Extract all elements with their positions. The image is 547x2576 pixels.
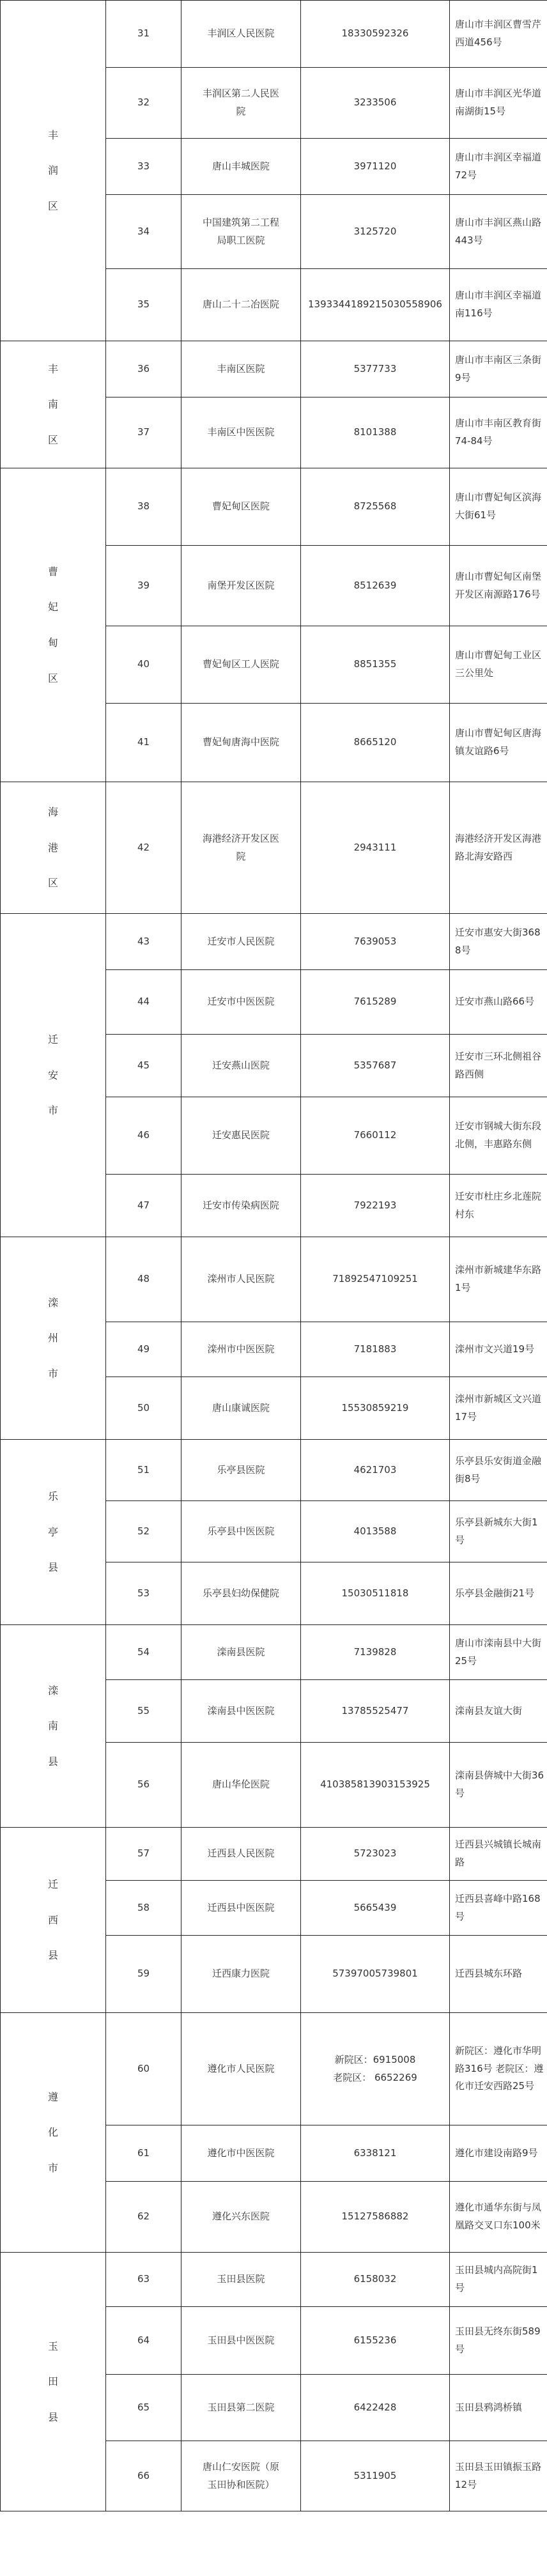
district-name: 乐 亭 县 — [47, 1490, 58, 1574]
hospital-name: 滦州市人民医院 — [207, 1273, 275, 1285]
hospital-address: 迁安市三环北侧祖谷路西侧 — [455, 1050, 542, 1080]
hospital-name-cell — [181, 1680, 301, 1743]
district-name: 滦 州 市 — [47, 1296, 58, 1380]
table-row — [1, 2013, 547, 2125]
hospital-name: 玉田县第二医院 — [207, 2401, 275, 2413]
phone-number: 6915008 — [373, 2053, 416, 2065]
district-name: 海 港 区 — [47, 806, 58, 890]
hospital-name: 迁西县人民医院 — [207, 1847, 275, 1860]
hospital-name: 丰润区第二人民医院 — [202, 88, 279, 117]
phone-number: 6155236 — [353, 2334, 397, 2346]
hospital-name: 滦州市中医医院 — [207, 1343, 275, 1355]
hospital-name-cell — [181, 1377, 301, 1440]
phone-number: 8512639 — [353, 579, 397, 591]
hospital-name: 乐亭县妇幼保健院 — [202, 1587, 279, 1599]
row-number: 47 — [106, 1175, 181, 1237]
district-name: 丰 润 区 — [47, 128, 58, 212]
phone-number: 5723023 — [353, 1847, 397, 1860]
phone-cell — [301, 341, 450, 397]
phone-number: 8851355 — [353, 658, 397, 670]
hospital-address: 迁安市燕山路66号 — [455, 996, 535, 1008]
hospital-address: 新院区：遵化市华明路316号 老院区：遵化市迁安西路25号 — [455, 2044, 544, 2092]
row-number: 63 — [106, 2253, 181, 2307]
address-cell — [450, 1562, 547, 1625]
hospital-name-cell — [181, 1237, 301, 1322]
row-number: 48 — [106, 1237, 181, 1322]
district-cell — [1, 2013, 106, 2253]
phone-cell — [301, 1881, 450, 1936]
hospital-name-cell — [181, 468, 301, 546]
address-cell — [450, 1, 547, 68]
hospital-name: 乐亭县医院 — [217, 1463, 265, 1476]
hospital-address: 滦州市文兴道19号 — [455, 1343, 535, 1355]
hospital-name-cell — [181, 2441, 301, 2511]
district-cell — [1, 782, 106, 914]
hospital-address: 玉田县城内高院街1号 — [455, 2264, 538, 2294]
phone-cell — [301, 1743, 450, 1828]
address-cell — [450, 1501, 547, 1562]
hospital-name: 中国建筑第二工程局职工医院 — [202, 216, 279, 246]
address-cell — [450, 1440, 547, 1501]
district-cell — [1, 1, 106, 341]
district-cell — [1, 341, 106, 468]
hospital-name-cell — [181, 1936, 301, 2013]
address-cell — [450, 626, 547, 704]
district-name: 丰 南 区 — [47, 362, 58, 446]
hospital-name-cell — [181, 1625, 301, 1680]
hospital-address: 迁安市杜庄乡北莲院村东 — [455, 1190, 542, 1220]
row-number: 32 — [106, 68, 181, 139]
phone-number: 13933441892 — [308, 298, 375, 311]
address-cell — [450, 2013, 547, 2125]
row-number: 65 — [106, 2375, 181, 2441]
address-cell — [450, 1035, 547, 1097]
hospital-name-cell — [181, 1562, 301, 1625]
hospital-name: 曹妃甸区工人医院 — [202, 658, 279, 670]
hospital-name: 丰润区人民医院 — [207, 27, 275, 40]
district-name: 遵 化 市 — [47, 2090, 58, 2174]
table-row — [1, 1237, 547, 1322]
phone-cell — [301, 2125, 450, 2182]
phone-number: 5739700 — [332, 1968, 375, 1980]
phone-cell — [301, 1828, 450, 1881]
phone-cell — [301, 68, 450, 139]
hospital-name-cell — [181, 341, 301, 397]
phone-number: 4103858 — [320, 1778, 363, 1791]
row-number: 53 — [106, 1562, 181, 1625]
address-cell — [450, 970, 547, 1035]
hospital-address: 唐山市曹妃甸区唐海镇友谊路6号 — [455, 727, 542, 757]
hospital-name-cell — [181, 269, 301, 341]
hospital-name-cell — [181, 2182, 301, 2253]
address-cell — [450, 1625, 547, 1680]
phone-number: 7639053 — [353, 935, 397, 947]
row-number: 43 — [106, 914, 181, 970]
phone-cell — [301, 397, 450, 468]
phone-cell — [301, 546, 450, 626]
hospital-name: 迁安惠民医院 — [212, 1129, 270, 1141]
address-cell — [450, 2253, 547, 2307]
address-cell — [450, 139, 547, 195]
table-row — [1, 2253, 547, 2307]
address-cell — [450, 341, 547, 397]
address-cell — [450, 782, 547, 914]
phone-number: 5739801 — [375, 1968, 418, 1980]
district-cell — [1, 1625, 106, 1828]
address-cell — [450, 1175, 547, 1237]
phone-cell — [301, 1175, 450, 1237]
phone-number: 新院区： — [334, 2053, 373, 2065]
phone-number: 7139828 — [353, 1646, 397, 1658]
row-number: 31 — [106, 1, 181, 68]
row-number: 33 — [106, 139, 181, 195]
hospital-name-cell — [181, 970, 301, 1035]
hospital-address: 滦州市新城区文兴道17号 — [455, 1392, 542, 1423]
phone-cell — [301, 1562, 450, 1625]
address-cell — [450, 1881, 547, 1936]
district-name: 迁 西 县 — [47, 1878, 58, 1962]
hospital-name: 滦南县医院 — [217, 1646, 265, 1658]
phone-number: 6422428 — [353, 2401, 397, 2413]
row-number: 37 — [106, 397, 181, 468]
phone-cell — [301, 2375, 450, 2441]
hospital-address: 海港经济开发区海港路北海安路西 — [455, 832, 542, 862]
address-cell — [450, 914, 547, 970]
row-number: 66 — [106, 2441, 181, 2511]
hospital-name-cell — [181, 1440, 301, 1501]
phone-number: 15127586882 — [341, 2210, 409, 2223]
hospital-address: 迁西县喜峰中路168号 — [455, 1892, 541, 1922]
hospital-address: 唐山市丰润区曹雪芹西道456号 — [455, 19, 542, 48]
hospital-name: 唐山丰城医院 — [212, 160, 270, 172]
row-number: 42 — [106, 782, 181, 914]
address-cell — [450, 1680, 547, 1743]
phone-number: 3125720 — [353, 225, 397, 237]
hospital-name: 曹妃甸区医院 — [212, 500, 270, 513]
row-number: 40 — [106, 626, 181, 704]
hospital-name: 海港经济开发区医院 — [202, 832, 279, 862]
row-number: 58 — [106, 1881, 181, 1936]
phone-number: 3971120 — [353, 160, 397, 172]
hospital-name: 乐亭县中医医院 — [207, 1525, 275, 1537]
row-number: 41 — [106, 704, 181, 782]
phone-cell — [301, 782, 450, 914]
hospital-name-cell — [181, 1, 301, 68]
hospital-name: 迁西康力医院 — [212, 1968, 270, 1980]
hospital-name: 玉田县中医医院 — [207, 2334, 275, 2346]
address-cell — [450, 468, 547, 546]
row-number: 57 — [106, 1828, 181, 1881]
address-cell — [450, 1377, 547, 1440]
address-cell — [450, 2375, 547, 2441]
hospital-name: 玉田县医院 — [217, 2273, 265, 2285]
district-cell — [1, 914, 106, 1237]
hospital-name-cell — [181, 1175, 301, 1237]
hospital-address: 唐山市丰南区教育街74-84号 — [455, 417, 542, 447]
phone-cell — [301, 1625, 450, 1680]
phone-cell — [301, 2441, 450, 2511]
phone-cell — [301, 1936, 450, 2013]
phone-number: 3233506 — [353, 96, 397, 109]
hospital-address: 滦南县倴城中大街36号 — [455, 1770, 544, 1799]
hospital-address: 唐山市曹妃甸区滨海大街61号 — [455, 491, 542, 521]
phone-number: 7109251 — [375, 1273, 418, 1285]
phone-number: 7181883 — [353, 1343, 397, 1355]
row-number: 52 — [106, 1501, 181, 1562]
hospital-name: 迁西县中医医院 — [207, 1901, 275, 1913]
hospital-name-cell — [181, 914, 301, 970]
address-cell — [450, 397, 547, 468]
phone-cell — [301, 1097, 450, 1175]
hospital-address: 乐亭县金融街21号 — [455, 1587, 535, 1599]
table-row — [1, 468, 547, 546]
phone-cell — [301, 1501, 450, 1562]
hospital-name-cell — [181, 68, 301, 139]
address-cell — [450, 1097, 547, 1175]
table-row — [1, 914, 547, 970]
phone-cell — [301, 970, 450, 1035]
phone-cell — [301, 2307, 450, 2375]
hospital-name: 迁安市中医医院 — [207, 996, 275, 1008]
phone-cell — [301, 139, 450, 195]
phone-number: 7615289 — [353, 996, 397, 1008]
hospital-name: 唐山二十二冶医院 — [202, 298, 279, 311]
hospital-name: 迁安市人民医院 — [207, 935, 275, 947]
hospital-name-cell — [181, 2013, 301, 2125]
row-number: 49 — [106, 1322, 181, 1377]
hospital-address: 唐山市滦南县中大街25号 — [455, 1637, 542, 1667]
hospital-address: 玉田县无终东街589号 — [455, 2325, 541, 2355]
row-number: 61 — [106, 2125, 181, 2182]
hospital-address: 唐山市曹妃甸工业区三公里处 — [455, 649, 542, 679]
hospital-name-cell — [181, 1881, 301, 1936]
hospital-address: 乐亭县乐安街道金融街8号 — [455, 1454, 542, 1485]
phone-cell — [301, 2182, 450, 2253]
hospital-name-cell — [181, 1097, 301, 1175]
phone-number: 5665439 — [353, 1901, 397, 1913]
row-number: 39 — [106, 546, 181, 626]
hospital-name-cell — [181, 195, 301, 269]
hospital-name: 唐山康诚医院 — [212, 1401, 270, 1414]
district-name: 玉 田 县 — [47, 2340, 58, 2423]
district-cell — [1, 1828, 106, 2013]
row-number: 55 — [106, 1680, 181, 1743]
hospital-address: 遵化市通华东街与凤凰路交叉口东100米 — [455, 2202, 542, 2231]
address-cell — [450, 546, 547, 626]
phone-cell — [301, 195, 450, 269]
hospital-name: 丰南区医院 — [217, 362, 265, 374]
phone-number: 6158032 — [353, 2273, 397, 2285]
phone-number: 18330592326 — [341, 27, 409, 40]
address-cell — [450, 269, 547, 341]
hospital-name-cell — [181, 1035, 301, 1097]
phone-number: 8101388 — [353, 426, 397, 438]
row-number: 64 — [106, 2307, 181, 2375]
phone-cell — [301, 468, 450, 546]
hospital-address: 唐山市丰润区光华道南湖街15号 — [455, 88, 542, 117]
phone-number: 4621703 — [353, 1463, 397, 1476]
hospital-address: 唐山市丰润区燕山路443号 — [455, 216, 542, 246]
hospital-address: 迁西县城东环路 — [455, 1968, 523, 1980]
phone-cell — [301, 269, 450, 341]
phone-number: 5357687 — [353, 1059, 397, 1071]
hospital-name-cell — [181, 139, 301, 195]
hospital-address: 滦南县友谊大街 — [455, 1704, 523, 1716]
address-cell — [450, 1237, 547, 1322]
district-name: 滦 南 县 — [47, 1684, 58, 1768]
hospital-address: 乐亭县新城东大街1号 — [455, 1516, 538, 1546]
table-row — [1, 1625, 547, 1680]
hospital-name: 遵化兴东医院 — [212, 2210, 270, 2223]
hospital-name-cell — [181, 626, 301, 704]
table-row — [1, 782, 547, 914]
phone-cell — [301, 704, 450, 782]
phone-number: 13785525477 — [341, 1704, 409, 1716]
table-row — [1, 341, 547, 397]
table-row — [1, 1440, 547, 1501]
hospital-name: 遵化市人民医院 — [207, 2062, 275, 2074]
address-cell — [450, 704, 547, 782]
address-cell — [450, 1322, 547, 1377]
hospital-name: 唐山华伦医院 — [212, 1778, 270, 1791]
row-number: 60 — [106, 2013, 181, 2125]
address-cell — [450, 195, 547, 269]
row-number: 51 — [106, 1440, 181, 1501]
phone-number: 6338121 — [353, 2147, 397, 2159]
row-number: 62 — [106, 2182, 181, 2253]
phone-cell — [301, 914, 450, 970]
row-number: 46 — [106, 1097, 181, 1175]
address-cell — [450, 2441, 547, 2511]
phone-cell — [301, 2013, 450, 2125]
hospital-name: 遵化市中医医院 — [207, 2147, 275, 2159]
phone-number: 15530859219 — [341, 1401, 409, 1414]
row-number: 56 — [106, 1743, 181, 1828]
row-number: 44 — [106, 970, 181, 1035]
phone-cell — [301, 1377, 450, 1440]
hospital-name-cell — [181, 2253, 301, 2307]
hospital-name-cell — [181, 1501, 301, 1562]
hospital-name: 迁安市传染病医院 — [202, 1199, 279, 1211]
phone-number: 老院区： 6652269 — [333, 2071, 417, 2083]
hospital-name: 滦南县中医医院 — [207, 1704, 275, 1716]
district-cell — [1, 2253, 106, 2511]
hospital-name-cell — [181, 2125, 301, 2182]
district-cell — [1, 468, 106, 782]
phone-number: 7660112 — [353, 1129, 397, 1141]
district-name: 迁 安 市 — [47, 1033, 58, 1117]
table-row — [1, 1, 547, 68]
hospital-name: 南堡开发区医院 — [207, 579, 275, 591]
address-cell — [450, 1828, 547, 1881]
hospital-name-cell — [181, 397, 301, 468]
hospital-address: 迁安市钢城大街东段北侧，丰惠路东侧 — [455, 1120, 542, 1150]
phone-cell — [301, 626, 450, 704]
hospital-name: 曹妃甸唐海中医院 — [202, 736, 279, 748]
hospital-name-cell — [181, 1743, 301, 1828]
hospital-address: 唐山市曹妃甸区南堡开发区南源路176号 — [455, 570, 542, 600]
hospital-name-cell — [181, 2375, 301, 2441]
district-cell — [1, 1440, 106, 1625]
hospital-address: 迁西县兴城镇长城南路 — [455, 1839, 542, 1868]
hospital-name-cell — [181, 2307, 301, 2375]
hospital-address: 唐山市丰润区幸福道南116号 — [455, 289, 542, 319]
phone-number: 13903153925 — [362, 1778, 430, 1791]
phone-number: 4013588 — [353, 1525, 397, 1537]
phone-cell — [301, 1440, 450, 1501]
row-number: 50 — [106, 1377, 181, 1440]
hospital-address: 玉田县鸦鸿桥镇 — [455, 2401, 523, 2413]
table-row — [1, 1828, 547, 1881]
phone-number: 8725568 — [353, 500, 397, 513]
hospital-address: 迁安市惠安大街3688号 — [455, 926, 541, 956]
address-cell — [450, 2307, 547, 2375]
hospital-name-cell — [181, 704, 301, 782]
hospital-name-cell — [181, 1828, 301, 1881]
row-number: 34 — [106, 195, 181, 269]
hospital-address: 玉田县玉田镇振玉路12号 — [455, 2460, 542, 2490]
phone-cell — [301, 1680, 450, 1743]
hospital-name: 唐山仁安医院（原玉田协和医院） — [202, 2460, 279, 2490]
phone-number: 5377733 — [353, 362, 397, 374]
row-number: 35 — [106, 269, 181, 341]
hospital-name: 迁安燕山医院 — [212, 1059, 270, 1071]
row-number: 36 — [106, 341, 181, 397]
phone-number: 8665120 — [353, 736, 397, 748]
address-cell — [450, 1743, 547, 1828]
phone-number: 2943111 — [353, 841, 397, 853]
address-cell — [450, 2182, 547, 2253]
row-number: 59 — [106, 1936, 181, 2013]
phone-cell — [301, 1322, 450, 1377]
row-number: 54 — [106, 1625, 181, 1680]
row-number: 45 — [106, 1035, 181, 1097]
phone-cell — [301, 2253, 450, 2307]
district-cell — [1, 1237, 106, 1440]
phone-cell — [301, 1, 450, 68]
phone-number: 7922193 — [353, 1199, 397, 1211]
district-name: 曹 妃 甸 区 — [47, 565, 58, 684]
address-cell — [450, 68, 547, 139]
hospital-address: 唐山市丰南区三条街9号 — [455, 353, 542, 383]
hospital-name-cell — [181, 782, 301, 914]
row-number: 38 — [106, 468, 181, 546]
phone-number: 15030558906 — [375, 298, 442, 311]
hospital-address: 滦州市新城建华东路1号 — [455, 1264, 542, 1293]
hospital-name: 丰南区中医医院 — [207, 426, 275, 438]
phone-number: 15030511818 — [341, 1587, 409, 1599]
phone-number: 7189254 — [332, 1273, 375, 1285]
address-cell — [450, 2125, 547, 2182]
hospital-name-cell — [181, 1322, 301, 1377]
hospital-address: 遵化市建设南路9号 — [455, 2147, 538, 2159]
phone-cell — [301, 1035, 450, 1097]
phone-cell — [301, 1237, 450, 1322]
hospital-address: 唐山市丰润区幸福道72号 — [455, 151, 542, 181]
hospital-name-cell — [181, 546, 301, 626]
address-cell — [450, 1936, 547, 2013]
phone-number: 5311905 — [353, 2469, 397, 2481]
